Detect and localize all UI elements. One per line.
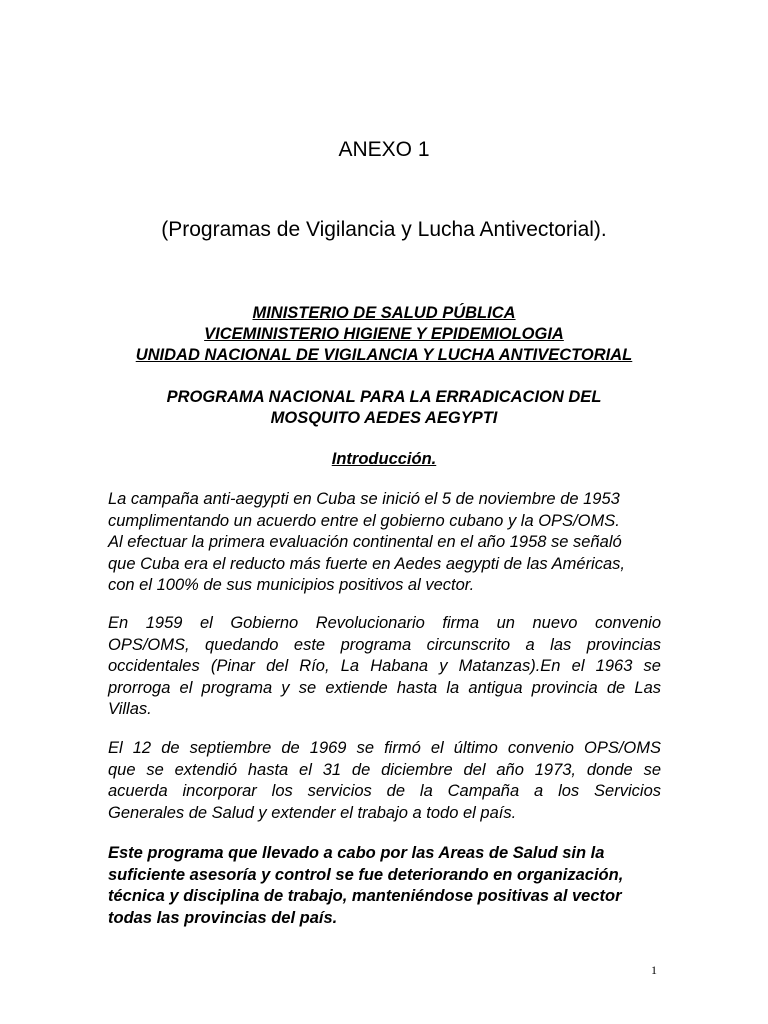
paragraph-line: acuerda incorporar los servicios de la Campaña a los Servicios [108, 782, 661, 800]
introduction-heading: Introducción. [331, 450, 437, 468]
paragraph-line: técnica y disciplina de trabajo, manteniéndose positivas al vector [108, 887, 622, 905]
paragraph-line: que Cuba era el reducto más fuerte en Aedes aegypti de las Américas, [108, 554, 625, 573]
unit-line: UNIDAD NACIONAL DE VIGILANCIA Y LUCHA ANTIVECTORIAL [135, 346, 633, 364]
paragraph-line: prorroga el programa y se extiende hasta la antigua provincia de Las [108, 678, 661, 697]
paragraph-3 [108, 738, 661, 824]
paragraph-line: Al efectuar la primera evaluación continental en el año 1958 se señaló [108, 533, 622, 551]
paragraph-line: OPS/OMS, quedando este programa circunscrito a las provincias [108, 635, 661, 654]
paragraph-line: suficiente asesoría y control se fue deteriorando en organización, [108, 865, 624, 884]
vice-ministry-line: VICEMINISTERIO HIGIENE Y EPIDEMIOLOGIA [204, 325, 564, 343]
ministry-line: MINISTERIO DE SALUD PÚBLICA [252, 304, 516, 322]
annex-subtitle: (Programas de Vigilancia y Lucha Antivectorial). [161, 218, 607, 241]
paragraph-line: occidentales (Pinar del Río, La Habana y Matanzas).En el 1963 se [108, 657, 661, 675]
paragraph-line: con el 100% de sus municipios positivos al vector. [108, 576, 475, 594]
paragraph-line: En 1959 el Gobierno Revolucionario firma un nuevo convenio [108, 614, 661, 632]
paragraph-line: Generales de Salud y extender el trabajo a todo el país. [108, 803, 517, 822]
annex-title: ANEXO 1 [338, 138, 430, 161]
paragraph-line: Villas. [108, 700, 152, 718]
paragraph-line: Este programa que llevado a cabo por las Areas de Salud sin la [108, 844, 605, 862]
program-title-line-2: MOSQUITO AEDES AEGYPTI [270, 409, 498, 427]
paragraph-1 [108, 489, 661, 597]
page-number: 1 [651, 963, 657, 977]
institution-heading [0, 303, 768, 366]
paragraph-line: La campaña anti-aegypti en Cuba se inició el 5 de noviembre de 1953 [108, 490, 620, 508]
paragraph-line: que se extendió hasta el 31 de diciembre del año 1973, donde se [108, 760, 661, 779]
paragraph-line: cumplimentando un acuerdo entre el gobierno cubano y la OPS/OMS. [108, 511, 620, 530]
program-title-line-1: PROGRAMA NACIONAL PARA LA ERRADICACION DEL [166, 388, 602, 406]
paragraph-4 [108, 843, 661, 929]
paragraph-2 [108, 613, 661, 721]
program-title [0, 387, 768, 429]
paragraph-line: todas las provincias del país. [108, 908, 338, 927]
paragraph-line: El 12 de septiembre de 1969 se firmó el último convenio OPS/OMS [108, 739, 661, 757]
